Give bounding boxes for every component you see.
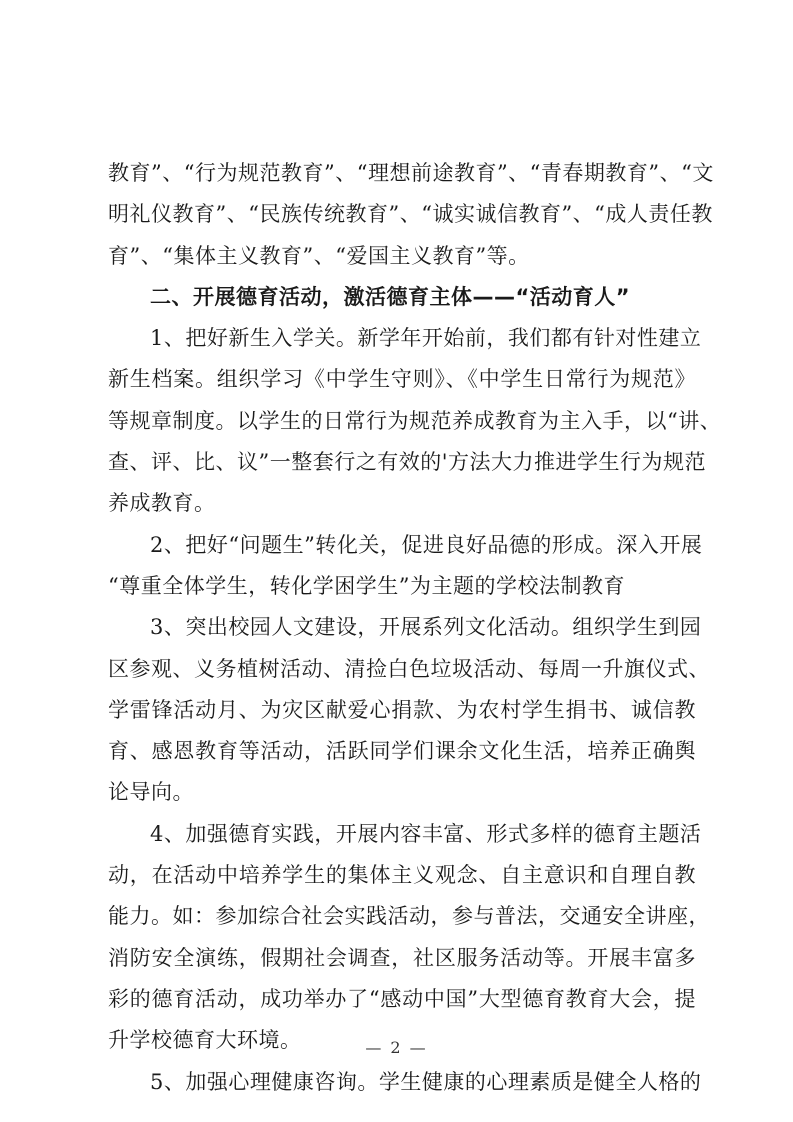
text-line: 育”、“集体主义教育”、“爱国主义教育”等。 (108, 243, 530, 268)
text-line: 养成教育。 (108, 491, 216, 516)
text-line: 论导向。 (108, 780, 194, 805)
text-line: 1、把好新生入学关。新学年开始前，我们都有针对性建立 (150, 326, 702, 351)
text-line: 4、加强德育实践，开展内容丰富、形式多样的德育主题活 (150, 821, 702, 846)
text-line: 升学校德育大环境。 (108, 1028, 302, 1053)
text-line: 彩的德育活动，成功举办了“感动中国”大型德育教育大会，提 (108, 986, 696, 1011)
text-line: 2、把好“问题生”转化关，促进良好品德的形成。深入开展 (150, 532, 703, 557)
text-line: 明礼仪教育”、“民族传统教育”、“诚实诚信教育”、“成人责任教 (108, 202, 713, 227)
text-line: 消防安全演练，假期社会调查，社区服务活动等。开展丰富多 (108, 945, 696, 970)
section-heading: 二、开展德育活动，激活德育主体——“活动育人” (150, 284, 631, 309)
text-line: 查、评、比、议”一整套行之有效的'方法大力推进学生行为规范 (108, 450, 707, 475)
text-line: 动，在活动中培养学生的集体主义观念、自主意识和自理自教 (108, 863, 696, 888)
text-line: 教育”、“行为规范教育”、“理想前途教育”、“青春期教育”、“文 (108, 161, 714, 185)
text-line: 育、感恩教育等活动，活跃同学们课余文化生活，培养正确舆 (108, 739, 696, 764)
text-line: 学雷锋活动月、为灾区献爱心捐款、为农村学生捐书、诚信教 (108, 697, 696, 722)
text-line: 区参观、义务植树活动、清捡白色垃圾活动、每周一升旗仪式、 (108, 656, 710, 681)
text-line: 5、加强心理健康咨询。学生健康的心理素质是健全人格的 (150, 1069, 702, 1094)
page-number: — 2 — (365, 1038, 428, 1057)
text-line: “尊重全体学生，转化学困学生”为主题的学校法制教育 (108, 573, 625, 598)
text-line: 能力。如：参加综合社会实践活动，参与普法，交通安全讲座， (108, 904, 710, 929)
text-line: 3、突出校园人文建设，开展系列文化活动。组织学生到园 (150, 615, 702, 640)
text-line: 新生档案。组织学习《中学生守则》、《中学生日常行为规范》 (108, 367, 696, 392)
body-text (108, 153, 722, 1103)
text-line: 等规章制度。以学生的日常行为规范养成教育为主入手，以“讲、 (108, 408, 722, 433)
